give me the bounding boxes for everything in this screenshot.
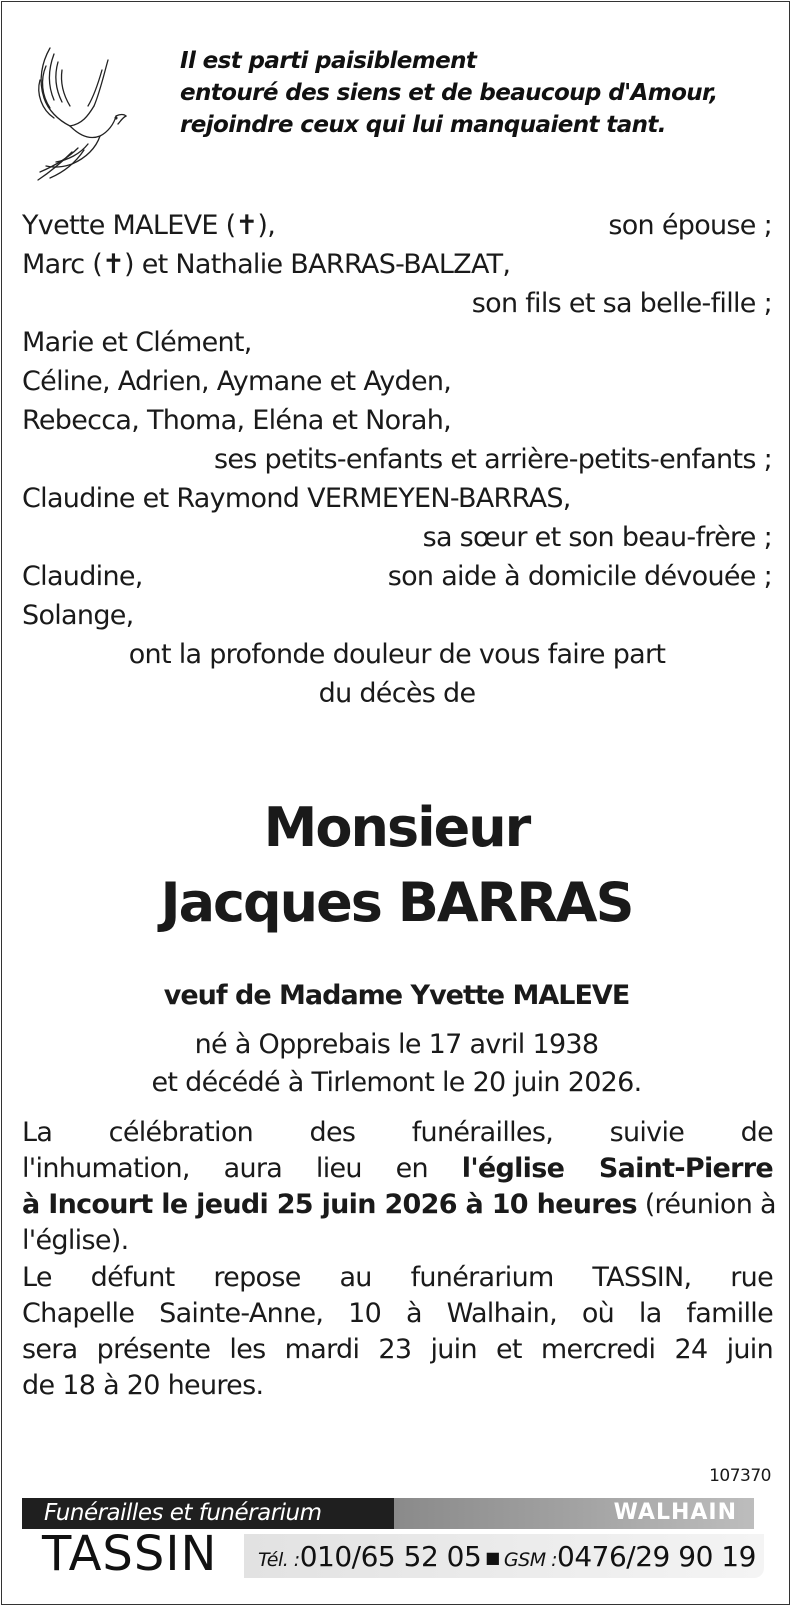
family-name: Céline, Adrien, Aymane et Ayden,	[22, 366, 452, 397]
contact-line	[258, 1540, 756, 1573]
life-dates	[2, 1026, 790, 1102]
family-name: Yvette MALEVE (✝),	[22, 210, 276, 241]
separator: ■	[485, 1548, 500, 1567]
widow-line: veuf de Madame Yvette MALEVE	[163, 980, 630, 1011]
visitation-line: Le défunt repose au funérarium TASSIN, rue	[22, 1262, 773, 1293]
family-relation: son aide à domicile dévouée ;	[387, 561, 772, 592]
ceremony-line: l'église).	[22, 1225, 129, 1256]
visitation-line: sera présente les mardi 23 juin et mercredi 24 juin	[22, 1334, 773, 1365]
birth-line: né à Opprebais le 17 avril 1938	[194, 1029, 599, 1060]
ceremony-line: La célébration des funérailles, suivie de	[22, 1117, 773, 1148]
family-name: Rebecca, Thoma, Eléna et Norah,	[22, 405, 451, 436]
family-name: Marie et Clément,	[22, 327, 252, 358]
announcement-line: ont la profonde douleur de vous faire part	[128, 639, 666, 670]
tel-number[interactable]: 010/65 52 05	[299, 1540, 482, 1573]
obituary-notice	[1, 1, 790, 1605]
visitation-line: de 18 à 20 heures.	[22, 1370, 264, 1401]
family-row	[22, 557, 772, 596]
deceased-name: Jacques BARRAS	[160, 871, 633, 934]
family-name: Claudine,	[22, 561, 143, 592]
family-relation: sa sœur et son beau-frère ;	[422, 522, 772, 553]
family-row	[22, 362, 772, 401]
visitation-line: Chapelle Sainte-Anne, 10 à Walhain, où la famille	[22, 1298, 773, 1329]
quote-line: entouré des siens et de beaucoup d'Amour,	[180, 80, 718, 106]
family-row	[22, 206, 772, 245]
tel-label: Tél. :	[258, 1549, 300, 1571]
family-name: Marc (✝) et Nathalie BARRAS-BALZAT,	[22, 249, 511, 280]
deceased-name-block	[2, 790, 790, 940]
family-relation: son fils et sa belle-fille ;	[471, 288, 772, 319]
death-line: et décédé à Tirlemont le 20 juin 2026.	[151, 1067, 642, 1098]
ceremony-text: l'inhumation, aura lieu en	[22, 1153, 462, 1184]
family-list	[22, 206, 772, 713]
gsm-number[interactable]: 0476/29 90 19	[557, 1540, 756, 1573]
announcement-line: du décès de	[318, 678, 476, 709]
family-name: Claudine et Raymond VERMEYEN-BARRAS,	[22, 483, 571, 514]
ceremony-paragraph	[22, 1115, 776, 1259]
ceremony-text: (réunion à	[636, 1189, 776, 1220]
family-row	[22, 479, 772, 518]
gsm-label: GSM :	[503, 1549, 558, 1571]
family-relation: ses petits-enfants et arrière-petits-enfants ;	[214, 444, 772, 475]
family-row	[22, 440, 772, 479]
family-row	[22, 518, 772, 557]
quote-line: Il est parti paisiblement	[180, 48, 477, 74]
banner-city: WALHAIN	[613, 1500, 737, 1525]
deceased-title: Monsieur	[263, 796, 530, 859]
family-relation: son épouse ;	[608, 210, 772, 241]
family-row	[22, 401, 772, 440]
ceremony-location: l'église Saint-Pierre	[461, 1153, 773, 1184]
reference-number: 107370	[709, 1466, 771, 1486]
ceremony-line	[22, 1187, 776, 1223]
family-row	[22, 284, 772, 323]
family-row	[22, 323, 772, 362]
family-name: Solange,	[22, 600, 134, 631]
family-row	[22, 596, 772, 635]
dove-icon	[28, 40, 134, 186]
quote-line: rejoindre ceux qui lui manquaient tant.	[180, 112, 666, 138]
funeral-home-logo: TASSIN	[42, 1526, 218, 1582]
epitaph-quote	[180, 45, 780, 141]
ceremony-datetime: à Incourt le jeudi 25 juin 2026 à 10 heures	[22, 1189, 637, 1220]
ceremony-line	[22, 1151, 773, 1187]
family-row	[22, 245, 772, 284]
visitation-paragraph	[22, 1260, 773, 1404]
funeral-home-banner	[22, 1498, 773, 1587]
banner-tagline: Funérailles et funérarium	[44, 1500, 322, 1526]
